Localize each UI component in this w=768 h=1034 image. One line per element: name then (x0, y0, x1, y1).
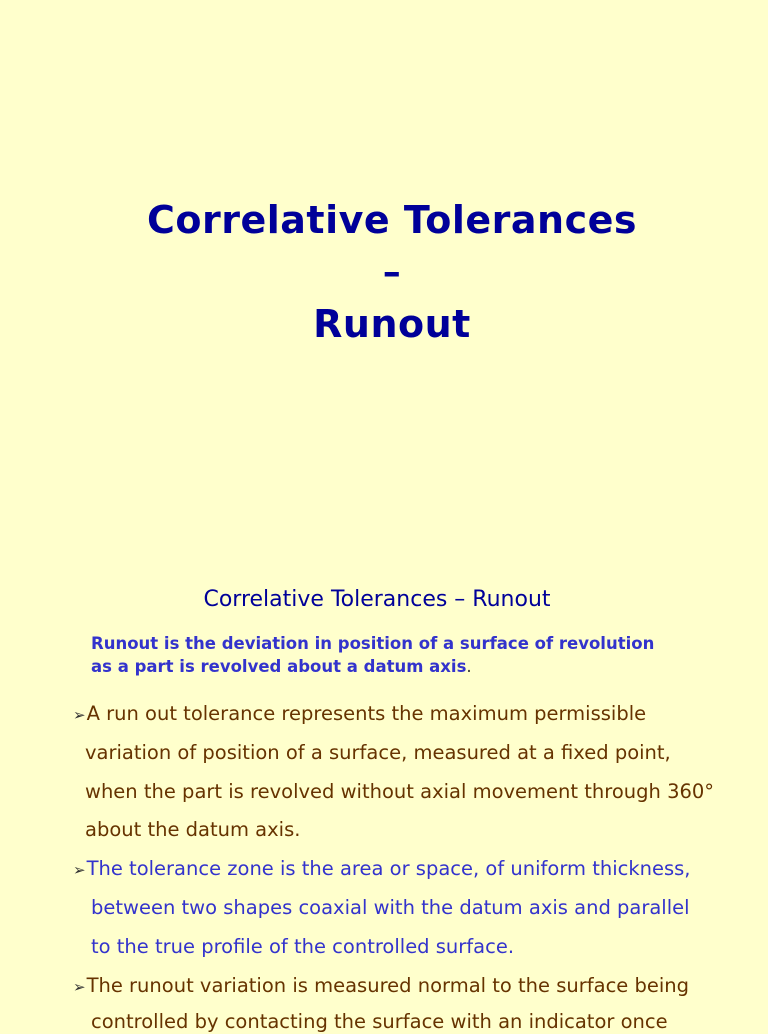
runout-definition (91, 632, 654, 678)
bullet-arrow-icon: ➢ (73, 706, 86, 724)
bullet-1-line-3: when the part is revolved without axial movement through 360° (85, 780, 715, 803)
bullet-arrow-icon: ➢ (73, 861, 86, 879)
bullet-1-line-1 (73, 702, 646, 727)
bullet-2-text-1: The tolerance zone is the area or space, of uniform thickness, (86, 857, 691, 880)
bullet-1-line-2: variation of position of a surface, measured at a fixed point, (85, 741, 671, 764)
definition-line-2 (91, 655, 654, 678)
slide-title-dash: – (382, 252, 402, 293)
bullet-arrow-icon: ➢ (73, 978, 86, 996)
content-slide-title: Correlative Tolerances – Runout (203, 587, 551, 612)
definition-line-1: Runout is the deviation in position of a surface of revolution (91, 634, 655, 653)
bullet-3-line-2: controlled by contacting the surface with an indicator once (91, 1010, 668, 1033)
bullet-1-text-1: A run out tolerance represents the maximum permissible (86, 702, 647, 725)
bullet-3-line-1 (73, 974, 689, 999)
slide-title-line-3: Runout (313, 302, 471, 346)
bullet-3-text-1: The runout variation is measured normal to the surface being (86, 974, 690, 997)
bullet-2-line-3: to the true profile of the controlled surface. (91, 935, 515, 958)
bullet-2-line-1 (73, 857, 691, 882)
slide-title-line-1: Correlative Tolerances (146, 198, 637, 242)
bullet-2-line-2: between two shapes coaxial with the datum axis and parallel (91, 896, 690, 919)
definition-period: . (466, 657, 472, 676)
definition-line-2-text: as a part is revolved about a datum axis (91, 657, 467, 676)
bullet-1-line-4: about the datum axis. (85, 818, 301, 841)
